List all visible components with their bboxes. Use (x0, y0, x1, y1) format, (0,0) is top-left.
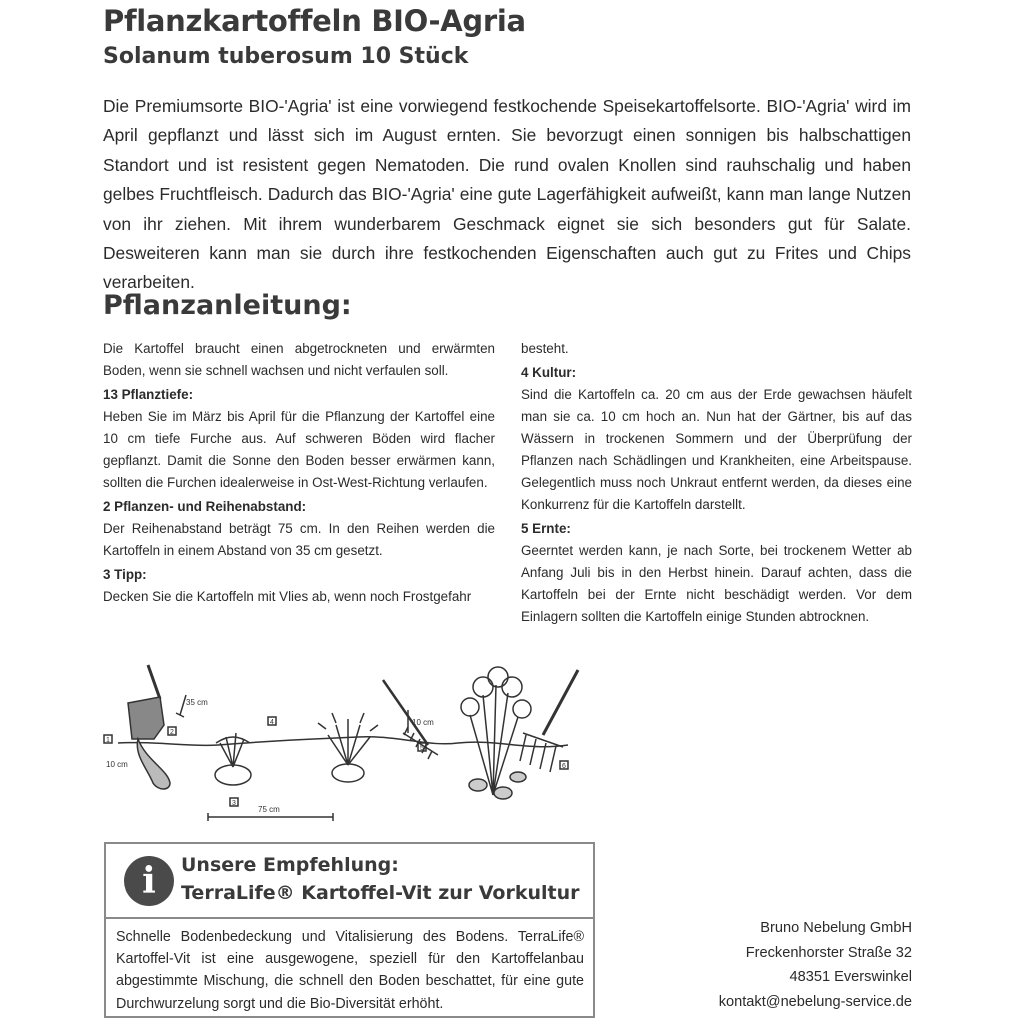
plant-sprout-drawing (215, 733, 251, 785)
marker-1: 1 (106, 737, 110, 744)
marker-2: 2 (170, 729, 174, 736)
step1-title: 13 Pflanztiefe: (103, 387, 194, 402)
instructions-left-column (103, 338, 495, 608)
spade-drawing (128, 665, 170, 789)
company-street: Freckenhorster Straße 32 (745, 944, 912, 961)
recommendation-product: TerraLife® Kartoffel-Vit zur Vorkultur (181, 882, 580, 904)
step2-title: 2 Pflanzen- und Reihenabstand: (103, 499, 307, 514)
step4-title: 4 Kultur: (521, 365, 577, 380)
step1-text: Heben Sie im März bis April für die Pflanzung der Kartoffel eine 10 cm tiefe Furche aus. Auf schweren Böden wird flacher gepflanzt. Damit die Sonne den Boden besser erwärmen kann, sollten die Furchen idealerweise in Ost-West-Richtung verlaufen. (103, 409, 495, 490)
marker-3: 3 (232, 800, 236, 807)
step4-text: Sind die Kartoffeln ca. 20 cm aus der Erde gewachsen häufelt man sie ca. 10 cm hoch an. Nun hat der Gärtner, bis auf das Wässern in trockenen Sommern und der Überprüfung der Pflanzen nach Schädlingen und Krankheiten, eine Arbeitspause. Gelegentlich muss noch Unkraut entfernt werden, da dieses eine Konkurrenz für die Kartoffeln darstellt. (521, 387, 912, 512)
company-name: Bruno Nebelung GmbH (760, 920, 912, 936)
step5-text: Geerntet werden kann, je nach Sorte, bei trockenem Wetter ab Anfang Juli bis in den Herbst hinein. Darauf achten, dass die Kartoffeln bei der Ernte nicht beschädigt werden. Vor dem Einlagern sollten die Kartoffeln einige Stunden abtrocknen. (521, 543, 912, 624)
recommendation-title: Unsere Empfehlung: (181, 854, 399, 876)
marker-6: 6 (562, 763, 566, 770)
label-10cm-hill: 10 cm (412, 718, 434, 727)
fork-drawing (520, 670, 578, 772)
step3-continued: besteht. (521, 341, 569, 356)
step2-text: Der Reihenabstand beträgt 75 cm. In den Reihen werden die Kartoffeln in einem Abstand von 35 cm gesetzt. (103, 521, 495, 558)
intro-paragraph: Die Premiumsorte BIO-'Agria' ist eine vorwiegend festkochende Speisekartoffelsorte. BIO-'Agria' wird im April gepflanzt und lässt sich im August ernten. Sie bevorzugt einen sonnigen bis halbschattigen Standort und ist resistent gegen Nematoden. Die rund ovalen Knollen sind rauhschalig und haben gelbes Fruchtfleisch. Dadurch das BIO-'Agria' eine gute Lagerfähigkeit aufweißt, kann man lange Nutzen von ihr ziehen. Mit ihrem wunderbarem Geschmack eignet sie sich besonders gut für Salate. Desweiteren kann man sie durch ihre festkochenden Eigenschaften auch gut zu Frites und Chips verarbeiten. (103, 96, 911, 293)
marker-4: 4 (270, 719, 274, 726)
step3-title: 3 Tipp: (103, 567, 147, 582)
label-10cm-depth: 10 cm (106, 760, 128, 769)
company-email[interactable]: kontakt@nebelung-service.de (718, 993, 912, 1010)
recommendation-header (106, 844, 593, 919)
instructions-heading: Pflanzanleitung: (103, 290, 352, 321)
plant-mature-drawing (461, 667, 531, 799)
step5-title: 5 Ernte: (521, 521, 571, 536)
planting-illustration (98, 655, 588, 830)
recommendation-box (104, 842, 595, 1018)
info-icon: i (124, 856, 174, 906)
recommendation-text: Schnelle Bodenbedeckung und Vitalisierung des Bodens. TerraLife® Kartoffel-Vit ist eine ausgewogene, speziell für den Kartoffelanbau abgestimmte Mischung, die schnell den Boden beschattet, für eine gute Durchwurzelung sorgt und die Bio-Diversität erhöht. (116, 929, 584, 1012)
lead-text: Die Kartoffel braucht einen abgetrockneten und erwärmten Boden, wenn sie schnell wachsen und nicht verfaulen soll. (103, 341, 495, 378)
label-75cm: 75 cm (258, 805, 280, 814)
label-35cm: 35 cm (186, 698, 208, 707)
product-title: Pflanzkartoffeln BIO-Agria (103, 4, 526, 38)
plant-growing-drawing (318, 713, 378, 782)
company-address (719, 916, 912, 1014)
product-subtitle: Solanum tuberosum 10 Stück (103, 44, 469, 69)
row-distance-marker (208, 813, 333, 821)
depth-marker (176, 695, 186, 717)
marker-5: 5 (420, 745, 424, 752)
step3-text: Decken Sie die Kartoffeln mit Vlies ab, wenn noch Frostgefahr (103, 589, 472, 604)
instructions-right-column (521, 338, 912, 628)
company-city: 48351 Everswinkel (789, 969, 912, 985)
